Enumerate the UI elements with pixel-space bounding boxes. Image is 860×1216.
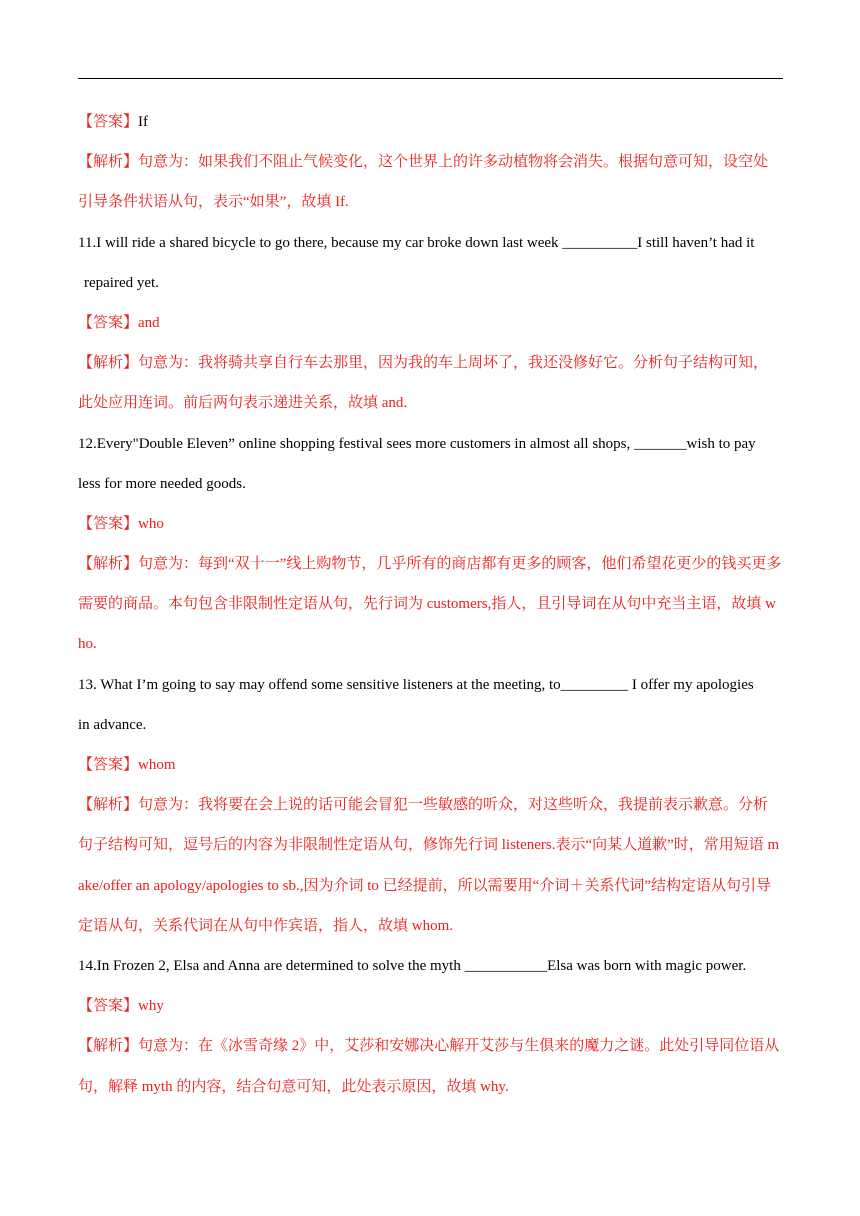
explanation-tag: 【解析】 xyxy=(78,154,139,171)
explanation-tag: 【解析】 xyxy=(78,1038,139,1055)
line-text: 定语从句，关系代词在从句中作宾语，指人，故填 whom. xyxy=(78,917,454,934)
explanation-line xyxy=(78,544,784,584)
line-text: whom xyxy=(138,757,176,773)
text-line xyxy=(78,584,784,624)
line-text: in advance. xyxy=(78,716,147,733)
explanation-tag: 【解析】 xyxy=(78,556,139,573)
answer-tag: 【答案】 xyxy=(78,757,139,773)
line-text: ake/offer an apology/apologies to sb.,因为介词 to 已经提前，所以需要用“介词＋关系代词”结构定语从句引导 xyxy=(78,877,771,894)
answer-line xyxy=(78,102,784,142)
text-line xyxy=(78,223,784,263)
answer-tag: 【答案】 xyxy=(78,998,139,1015)
line-text: who xyxy=(138,515,164,532)
line-text: and xyxy=(138,314,160,331)
line-text: 引导条件状语从句，表示“如果”，故填 If. xyxy=(78,194,349,211)
line-text: If xyxy=(138,114,149,130)
line-text: 句子结构可知，逗号后的内容为非限制性定语从句，修饰先行词 listeners.表示“向某人道歉”时，常用短语 m xyxy=(78,837,780,854)
text-line xyxy=(78,1067,784,1107)
text-line xyxy=(78,906,784,946)
text-line xyxy=(78,464,784,504)
text-line xyxy=(78,825,784,865)
line-text: 句意为：每到“双十一”线上购物节，几乎所有的商店都有更多的顾客，他们希望花更少的钱买更多 xyxy=(138,556,782,573)
line-text: 12.Every"Double Eleven” online shopping festival sees more customers in almost all shops, _______wish to pay xyxy=(78,435,756,452)
text-line xyxy=(78,705,784,745)
line-text: 句意为：我将要在会上说的话可能会冒犯一些敏感的听众，对这些听众，我提前表示歉意。分析 xyxy=(138,797,769,814)
explanation-line xyxy=(78,785,784,825)
line-text: 13. What I’m going to say may offend some sensitive listeners at the meeting, to_________ I offer my apologies xyxy=(78,676,754,693)
answer-line xyxy=(78,504,784,544)
line-text: less for more needed goods. xyxy=(78,475,246,492)
answer-tag: 【答案】 xyxy=(78,114,139,130)
document-body xyxy=(78,102,784,1107)
answer-line xyxy=(78,986,784,1026)
explanation-tag: 【解析】 xyxy=(78,797,139,814)
explanation-line xyxy=(78,142,784,182)
line-text: 14.In Frozen 2, Elsa and Anna are determined to solve the myth ___________Elsa was born with magic power. xyxy=(78,957,747,974)
line-text: 需要的商品。本句包含非限制性定语从句，先行词为 customers,指人，且引导词在从句中充当主语，故填 w xyxy=(78,596,776,613)
text-line xyxy=(78,182,784,222)
answer-tag: 【答案】 xyxy=(78,515,139,532)
line-text: 句意为：在《冰雪奇缘 2》中，艾莎和安娜决心解开艾莎与生俱来的魔力之谜。此处引导同位语从 xyxy=(138,1038,780,1055)
text-line xyxy=(78,946,784,986)
explanation-tag: 【解析】 xyxy=(78,355,139,372)
line-text: 11.I will ride a shared bicycle to go there, because my car broke down last week __________I still haven’t had it xyxy=(78,234,755,251)
line-text: ho. xyxy=(78,636,97,653)
text-line xyxy=(78,424,784,464)
answer-line xyxy=(78,303,784,343)
text-line xyxy=(78,263,784,303)
line-text: 此处应用连词。前后两句表示递进关系，故填 and. xyxy=(78,395,408,412)
answer-tag: 【答案】 xyxy=(78,314,139,331)
text-line xyxy=(78,665,784,705)
line-text: why xyxy=(138,998,164,1015)
line-text: 句，解释 myth 的内容，结合句意可知，此处表示原因，故填 why. xyxy=(78,1078,509,1095)
line-text: 句意为：如果我们不阻止气候变化，这个世界上的许多动植物将会消失。根据句意可知，设空处 xyxy=(138,154,769,171)
explanation-line xyxy=(78,343,784,383)
text-line xyxy=(78,624,784,664)
line-text: 句意为：我将骑共享自行车去那里，因为我的车上周坏了，我还没修好它。分析句子结构可知， xyxy=(138,355,769,372)
header-rule xyxy=(78,78,783,79)
text-line xyxy=(78,383,784,423)
line-text: repaired yet. xyxy=(84,274,159,291)
text-line xyxy=(78,866,784,906)
explanation-line xyxy=(78,1026,784,1066)
answer-line xyxy=(78,745,784,785)
